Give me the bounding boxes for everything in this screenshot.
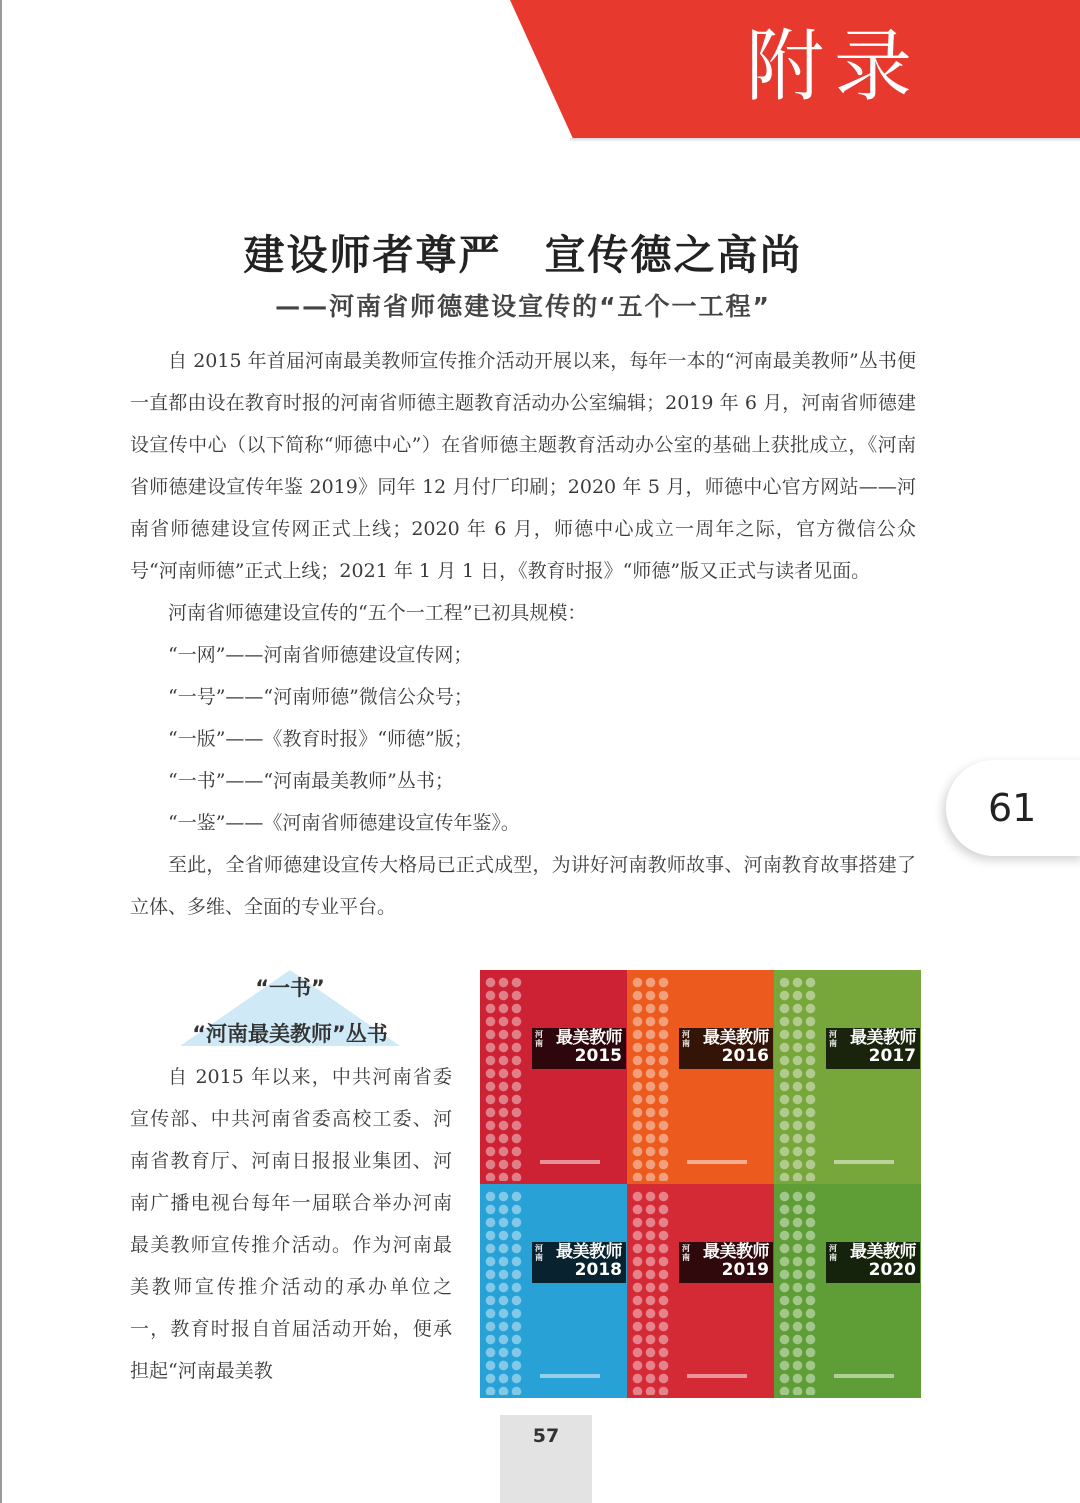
cover-year: 2020 bbox=[868, 1259, 916, 1280]
cover-publisher-mark bbox=[834, 1374, 894, 1378]
book-cover-2020 bbox=[774, 1184, 921, 1398]
project-item-yearbook: “一鉴”——《河南省师德建设宣传年鉴》。 bbox=[168, 812, 520, 834]
section-heading-line2: “河南最美教师”丛书 bbox=[192, 1022, 388, 1046]
cover-province: 河南 bbox=[829, 1030, 837, 1048]
body-paragraph: 河南省师德建设宣传的“五个一工程”已初具规模： bbox=[168, 602, 587, 624]
section-heading bbox=[130, 968, 450, 1048]
book-cover-2017 bbox=[774, 970, 921, 1184]
section-heading-line1: “一书” bbox=[255, 976, 325, 1000]
cover-title-block bbox=[679, 1028, 773, 1069]
cover-publisher-mark bbox=[834, 1160, 894, 1164]
book-cover-2018 bbox=[480, 1184, 627, 1398]
cover-dots-pattern bbox=[631, 976, 671, 1181]
cover-name: 最美教师 bbox=[703, 1242, 769, 1262]
page-left-edge bbox=[0, 0, 2, 1503]
cover-title-block bbox=[532, 1242, 626, 1283]
cover-name: 最美教师 bbox=[850, 1242, 916, 1262]
cover-publisher-mark bbox=[687, 1160, 747, 1164]
book-cover-2016 bbox=[627, 970, 774, 1184]
cover-year: 2018 bbox=[574, 1259, 622, 1280]
cover-province: 河南 bbox=[535, 1030, 543, 1048]
cover-title-block bbox=[826, 1028, 920, 1069]
body-paragraph: 自 2015 年首届河南最美教师宣传推介活动开展以来，每年一本的“河南最美教师”丛书便一直都由设在教育时报的河南省师德主题教育活动办公室编辑；2019 年 6 月，河南省师德建设宣传中心（以下简称“师德中心”）在省师德主题教育活动办公室的基础上获批成立，《河南省师德建设宣传年鉴 2019》同年 12 月付厂印刷；2020 年 5 月，师德中心官方网站——河南省师德建设宣传网正式上线；2020 年 6 月，师德中心成立一周年之际，官方微信公众号“河南师德”正式上线；2021 年 1 月 1 日，《教育时报》“师德”版又正式与读者见面。 bbox=[130, 350, 916, 582]
cover-publisher-mark bbox=[687, 1374, 747, 1378]
cover-name: 最美教师 bbox=[703, 1028, 769, 1048]
project-item-wechat: “一号”——“河南师德”微信公众号； bbox=[168, 686, 473, 708]
book-cover-2019 bbox=[627, 1184, 774, 1398]
side-page-badge[interactable] bbox=[946, 760, 1080, 856]
cover-title-block bbox=[532, 1028, 626, 1069]
cover-dots-pattern bbox=[484, 976, 524, 1181]
section-paragraph: 自 2015 年以来，中共河南省委宣传部、中共河南省委高校工委、河南省教育厅、河南日报报业集团、河南广播电视台每年一届联合举办河南最美教师宣传推介活动。作为河南最美教师宣传推介活动的承办单位之一，教育时报自首届活动开始，便承担起“河南最美教 bbox=[130, 1066, 452, 1382]
banner-shadow bbox=[570, 138, 1080, 142]
article-body bbox=[130, 340, 916, 928]
cover-title-block bbox=[826, 1242, 920, 1283]
cover-year: 2015 bbox=[574, 1045, 622, 1066]
page-number: 57 bbox=[532, 1425, 560, 1447]
section-body bbox=[130, 1056, 452, 1392]
cover-name: 最美教师 bbox=[850, 1028, 916, 1048]
project-item-web: “一网”——河南省师德建设宣传网； bbox=[168, 644, 473, 666]
project-item-newspaper: “一版”——《教育时报》“师德”版； bbox=[168, 728, 473, 750]
cover-year: 2017 bbox=[868, 1045, 916, 1066]
cover-province: 河南 bbox=[682, 1244, 690, 1262]
cover-title-block bbox=[679, 1242, 773, 1283]
cover-dots-pattern bbox=[778, 976, 818, 1181]
cover-year: 2019 bbox=[721, 1259, 769, 1280]
cover-dots-pattern bbox=[484, 1190, 524, 1395]
cover-province: 河南 bbox=[535, 1244, 543, 1262]
project-item-book: “一书”——“河南最美教师”丛书； bbox=[168, 770, 454, 792]
cover-province: 河南 bbox=[682, 1030, 690, 1048]
cover-year: 2016 bbox=[721, 1045, 769, 1066]
side-page-number: 61 bbox=[988, 786, 1037, 830]
book-cover-2015 bbox=[480, 970, 627, 1184]
cover-publisher-mark bbox=[540, 1160, 600, 1164]
cover-dots-pattern bbox=[631, 1190, 671, 1395]
cover-publisher-mark bbox=[540, 1374, 600, 1378]
appendix-title: 附录 bbox=[745, 22, 922, 112]
cover-dots-pattern bbox=[778, 1190, 818, 1395]
article-title: 建设师者尊严 宣传德之高尚 bbox=[243, 231, 803, 279]
cover-name: 最美教师 bbox=[556, 1028, 622, 1048]
cover-name: 最美教师 bbox=[556, 1242, 622, 1262]
book-covers-grid bbox=[480, 970, 921, 1398]
cover-province: 河南 bbox=[829, 1244, 837, 1262]
body-paragraph: 至此，全省师德建设宣传大格局已正式成型，为讲好河南教师故事、河南教育故事搭建了立体、多维、全面的专业平台。 bbox=[130, 854, 916, 918]
footer-page-number bbox=[500, 1415, 592, 1503]
article-subtitle: ——河南省师德建设宣传的“五个一工程” bbox=[275, 292, 771, 321]
